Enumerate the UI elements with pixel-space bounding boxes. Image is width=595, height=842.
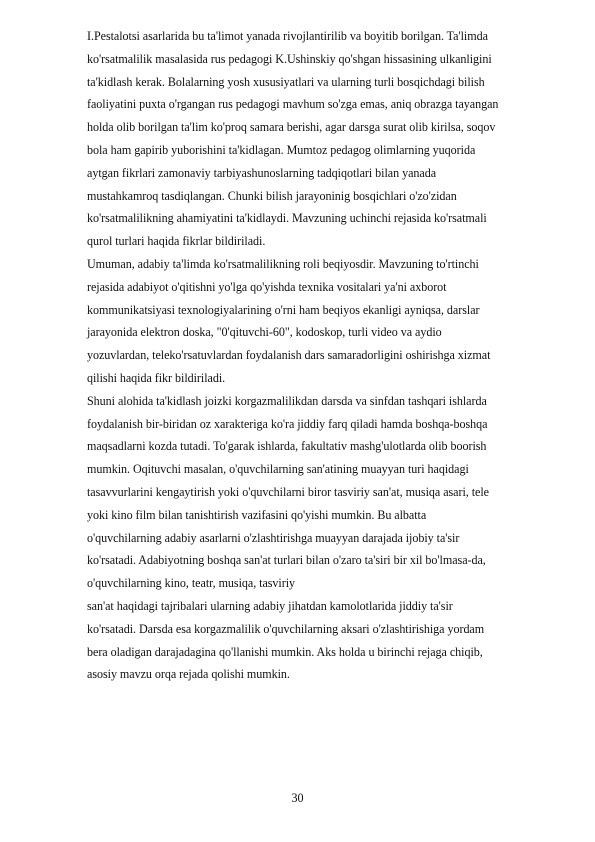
text-line: faoliyatini puxta o'rgangan rus pedagogi mavhum so'zga emas, aniq obrazga tayangan [87,97,499,112]
text-line: mustahkamroq tasdiqlangan. Chunki bilish jarayoninig bosqichlari o'zo'zidan [87,188,457,203]
text-line: ko'rsatadi. Adabiyotning boshqa san'at turlari bilan o'zaro ta'siri bir xil bo'lmasa-da, [87,553,486,568]
text-line: jarayonida elektron doska, "0'qituvchi-60", kodoskop, turli video va aydio [87,325,442,340]
text-line: I.Pestalotsi asarlarida bu ta'limot yanada rivojlantirilib va boyitib borilgan. Ta'limda [87,29,488,43]
text-line: mumkin. Oqituvchi masalan, o'quvchilarning san'atining muayyan turi haqidagi [87,462,469,477]
text-line: ko'rsatadi. Darsda esa korgazmalilik o'quvchilarning aksari o'zlashtirishiga yordam [87,621,485,636]
text-line: bera oladigan darajadagina qo'llanishi mumkin. Aks holda u birinchi rejaga chiqib, [87,644,483,659]
text-line: ta'kidlash kerak. Bolalarning yosh xususiyatlari va ularning turli bosqichdagi bilish [87,74,485,89]
text-line: Shuni alohida ta'kidlash joizki korgazmalilikdan darsda va sinfdan tashqari ishlarda [87,393,487,408]
text-line: bola ham gapirib yuborishini ta'kidlagan. Mumtoz pedagog olimlarning yuqorida [87,142,476,157]
text-line: ko'rsatmalilikning ahamiyatini ta'kidlaydi. Mavzuning uchinchi rejasida ko'rsatmali [87,211,487,226]
text-line: rejasida adabiyot o'qitishni yo'lga qo'yishda texnika vositalari ya'ni axborot [87,279,447,294]
text-line: asosiy mavzu orqa rejada qolishi mumkin. [87,667,290,682]
text-line: qilishi haqida fikr bildiriladi. [87,370,226,385]
body-text [87,25,577,686]
text-line: Umuman, adabiy ta'limda ko'rsatmalilikning roli beqiyosdir. Mavzuning to'rtinchi [87,256,479,271]
text-line: ko'rsatmalilik masalasida rus pedagogi K.Ushinskiy qo'shgan hissasining ulkanligini [87,51,492,66]
text-line: yozuvlardan, teleko'rsatuvlardan foydalanish dars samaradorligini oshirishga xizmat [87,348,491,363]
text-line: maqsadlarni kozda tutadi. To'garak ishlarda, fakultativ mashg'ulotlarda olib boorish [87,439,487,454]
page-number: 30 [291,791,304,805]
text-line: qurol turlari haqida fikrlar bildiriladi. [87,234,266,249]
text-line: aytgan fikrlari zamonaviy tarbiyashunoslarning tadqiqotlari bilan yanada [87,165,437,180]
text-line: holda olib borilgan ta'lim ko'proq samara berishi, agar darsga surat olib kirilsa, soqov [87,120,496,135]
text-line: tasavvurlarini kengaytirish yoki o'quvchilarni biror tasviriy san'at, musiqa asari, tele [87,484,489,499]
text-line: o'quvchilarning kino, teatr, musiqa, tasviriy [87,576,296,591]
text-line: san'at haqidagi tajribalari ularning adabiy jihatdan kamolotlarida jiddiy ta'sir [87,598,453,613]
text-line: o'quvchilarning adabiy asarlarni o'zlashtirishga muayyan darajada ijobiy ta'sir [87,530,460,545]
text-line: kommunikatsiyasi texnologiyalarining o'rni ham beqiyos ekanligi ayniqsa, darslar [87,302,480,317]
text-line: foydalanish bir-biridan oz xarakteriga ko'ra jiddiy farq qiladi hamda boshqa-boshqa [87,416,488,431]
text-line: yoki kino film bilan tanishtirish vazifasini qo'yishi mumkin. Bu albatta [87,507,427,522]
